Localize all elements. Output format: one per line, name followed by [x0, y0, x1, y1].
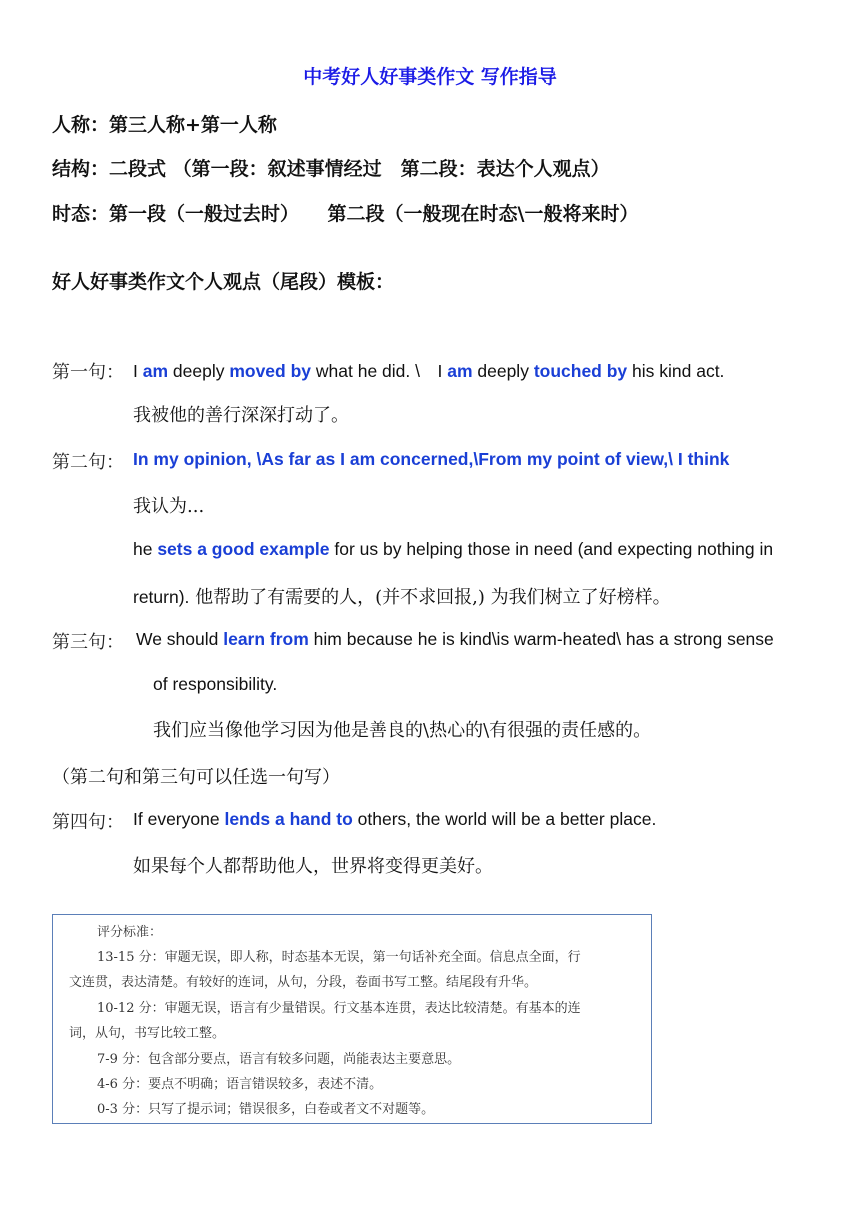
- page-title: 中考好人好事类作文 写作指导: [303, 66, 557, 88]
- scoring-line: 4-6 分：要点不明确；语言错误较多，表述不清。: [97, 1077, 383, 1092]
- scoring-line: 文连贯，表达清楚。有较好的连词，从句，分段，卷面书写工整。结尾段有升华。: [69, 975, 538, 990]
- keyword: moved by: [229, 361, 312, 381]
- scoring-heading: 评分标准：: [97, 925, 163, 940]
- sentence2-chinese-intro: 我认为...: [133, 496, 205, 517]
- sentence2-english-cont: return). 他帮助了有需要的人，(并不求回报,) 为我们树立了好榜样。: [133, 587, 671, 608]
- scoring-line: 0-3 分：只写了提示词；错误很多，白卷或者文不对题等。: [97, 1102, 435, 1117]
- scoring-line: 词，从句，书写比较工整。: [69, 1026, 226, 1041]
- sentence3-chinese: 我们应当像他学习因为他是善良的\热心的\有很强的责任感的。: [153, 720, 652, 741]
- scoring-line: 7-9 分：包含部分要点，语言有较多问题，尚能表达主要意思。: [97, 1052, 461, 1067]
- keyword: lends a hand to: [224, 809, 353, 829]
- scoring-line: 10-12 分：审题无误，语言有少量错误。行文基本连贯，表达比较清楚。有基本的连: [97, 1001, 581, 1016]
- sentence3-label: 第三句：: [52, 632, 124, 653]
- sentence1-english: I am deeply moved by what he did. \ I am deeply touched by his kind act.: [133, 361, 725, 381]
- choice-note: （第二句和第三句可以任选一句写）: [52, 767, 340, 788]
- sentence4-english: If everyone lends a hand to others, the world will be a better place.: [133, 809, 657, 829]
- keyword: touched by: [533, 361, 628, 381]
- tense-line: 时态：第一段（一般过去时） 第二段（一般现在时态\一般将来时）: [52, 203, 639, 225]
- keyword: sets a good example: [157, 539, 330, 559]
- sentence2-phrases: In my opinion, \As far as I am concerned,\From my point of view,\ I think: [133, 449, 730, 469]
- structure-line: 结构：二段式 （第一段：叙述事情经过 第二段：表达个人观点）: [52, 158, 610, 180]
- scoring-line: 13-15 分：审题无误，即人称，时态基本无误，第一句话补充全面。信息点全面，行: [97, 950, 581, 965]
- sentence3-english: We should learn from him because he is kind\is warm-heated\ has a strong sense: [136, 629, 774, 649]
- sentence4-chinese: 如果每个人都帮助他人，世界将变得更美好。: [133, 856, 493, 877]
- template-heading: 好人好事类作文个人观点（尾段）模板：: [52, 271, 395, 293]
- sentence2-label: 第二句：: [52, 452, 124, 473]
- sentence1-chinese: 我被他的善行深深打动了。: [133, 405, 349, 426]
- keyword: am: [142, 361, 169, 381]
- sentence3-english-cont: of responsibility.: [153, 674, 278, 694]
- sentence1-label: 第一句：: [52, 362, 124, 383]
- sentence4-label: 第四句：: [52, 812, 124, 833]
- keyword: learn from: [223, 629, 309, 649]
- keyword: am: [447, 361, 473, 381]
- scoring-criteria-box: [52, 914, 652, 1124]
- person-line: 人称：第三人称+第一人称: [52, 114, 277, 136]
- sentence2-english: he sets a good example for us by helping those in need (and expecting nothing in: [133, 539, 774, 559]
